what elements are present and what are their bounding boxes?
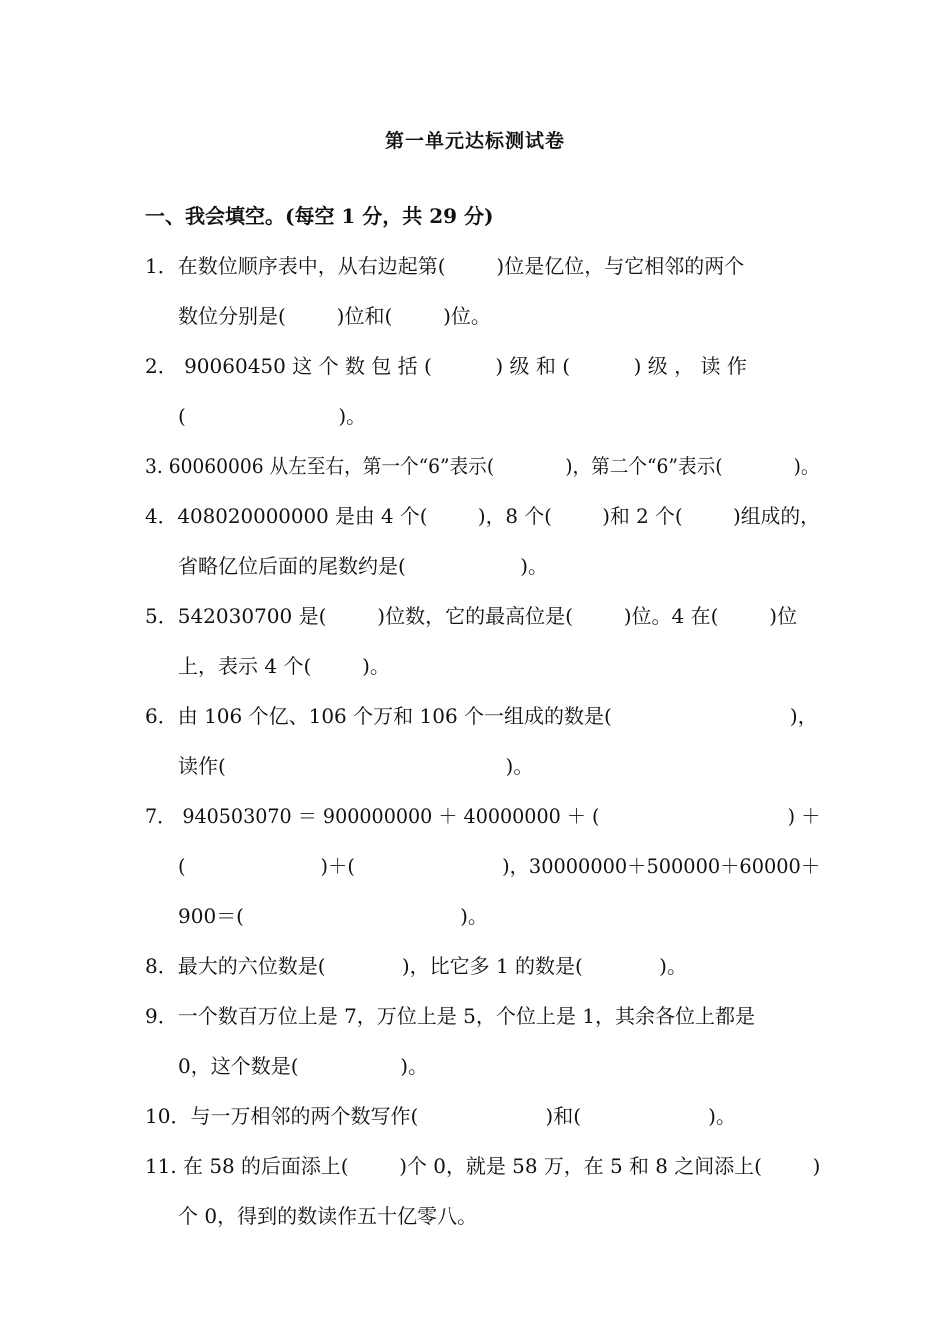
question-2-line-2: ( )。 — [178, 404, 367, 428]
section-heading: 一、我会填空。(每空 1 分，共 29 分) — [145, 204, 494, 228]
question-1-line-2: 数位分别是( )位和( )位。 — [178, 304, 491, 328]
question-4-line-2: 省略亿位后面的尾数约是( )。 — [178, 554, 549, 578]
question-6-line-1: 6．由 106 个亿、106 个万和 106 个一组成的数是( )， — [145, 704, 818, 728]
question-9-line-2: 0，这个数是( )。 — [178, 1054, 429, 1078]
question-1-line-1: 1．在数位顺序表中，从右边起第( )位是亿位，与它相邻的两个 — [145, 254, 745, 278]
question-10-line-1: 10．与一万相邻的两个数写作( )和( )。 — [145, 1104, 736, 1128]
question-6-line-2: 读作( )。 — [178, 754, 534, 778]
question-3-line-1: 3. 60060006 从左至右，第一个“6”表示( )，第二个“6”表示( )。 — [145, 454, 820, 478]
question-7-line-2: ( )＋( )，30000000＋500000＋60000＋ — [178, 854, 821, 878]
page-title: 第一单元达标测试卷 — [384, 130, 565, 152]
question-11-line-2: 个 0，得到的数读作五十亿零八。 — [178, 1204, 478, 1228]
question-5-line-1: 5．542030700 是( )位数，它的最高位是( )位。4 在( )位 — [145, 604, 798, 628]
question-7-line-3: 900＝( )。 — [178, 904, 488, 928]
question-4-line-1: 4．408020000000 是由 4 个( )，8 个( )和 2 个( )组成的， — [145, 504, 821, 528]
question-8-line-1: 8．最大的六位数是( )，比它多 1 的数是( )。 — [145, 954, 687, 978]
question-7-line-1: 7． 940503070 ＝ 900000000 ＋ 40000000 ＋ ( ) ＋ — [145, 804, 821, 828]
question-9-line-1: 9．一个数百万位上是 7，万位上是 5，个位上是 1，其余各位上都是 — [145, 1004, 755, 1028]
question-11-line-1: 11. 在 58 的后面添上( )个 0，就是 58 万，在 5 和 8 之间添上( ) — [145, 1154, 821, 1178]
question-2-line-1: 2． 90060450 这 个 数 包 括 ( ) 级 和 ( ) 级 ， 读 作 — [145, 354, 747, 378]
question-5-line-2: 上，表示 4 个( )。 — [178, 654, 390, 678]
